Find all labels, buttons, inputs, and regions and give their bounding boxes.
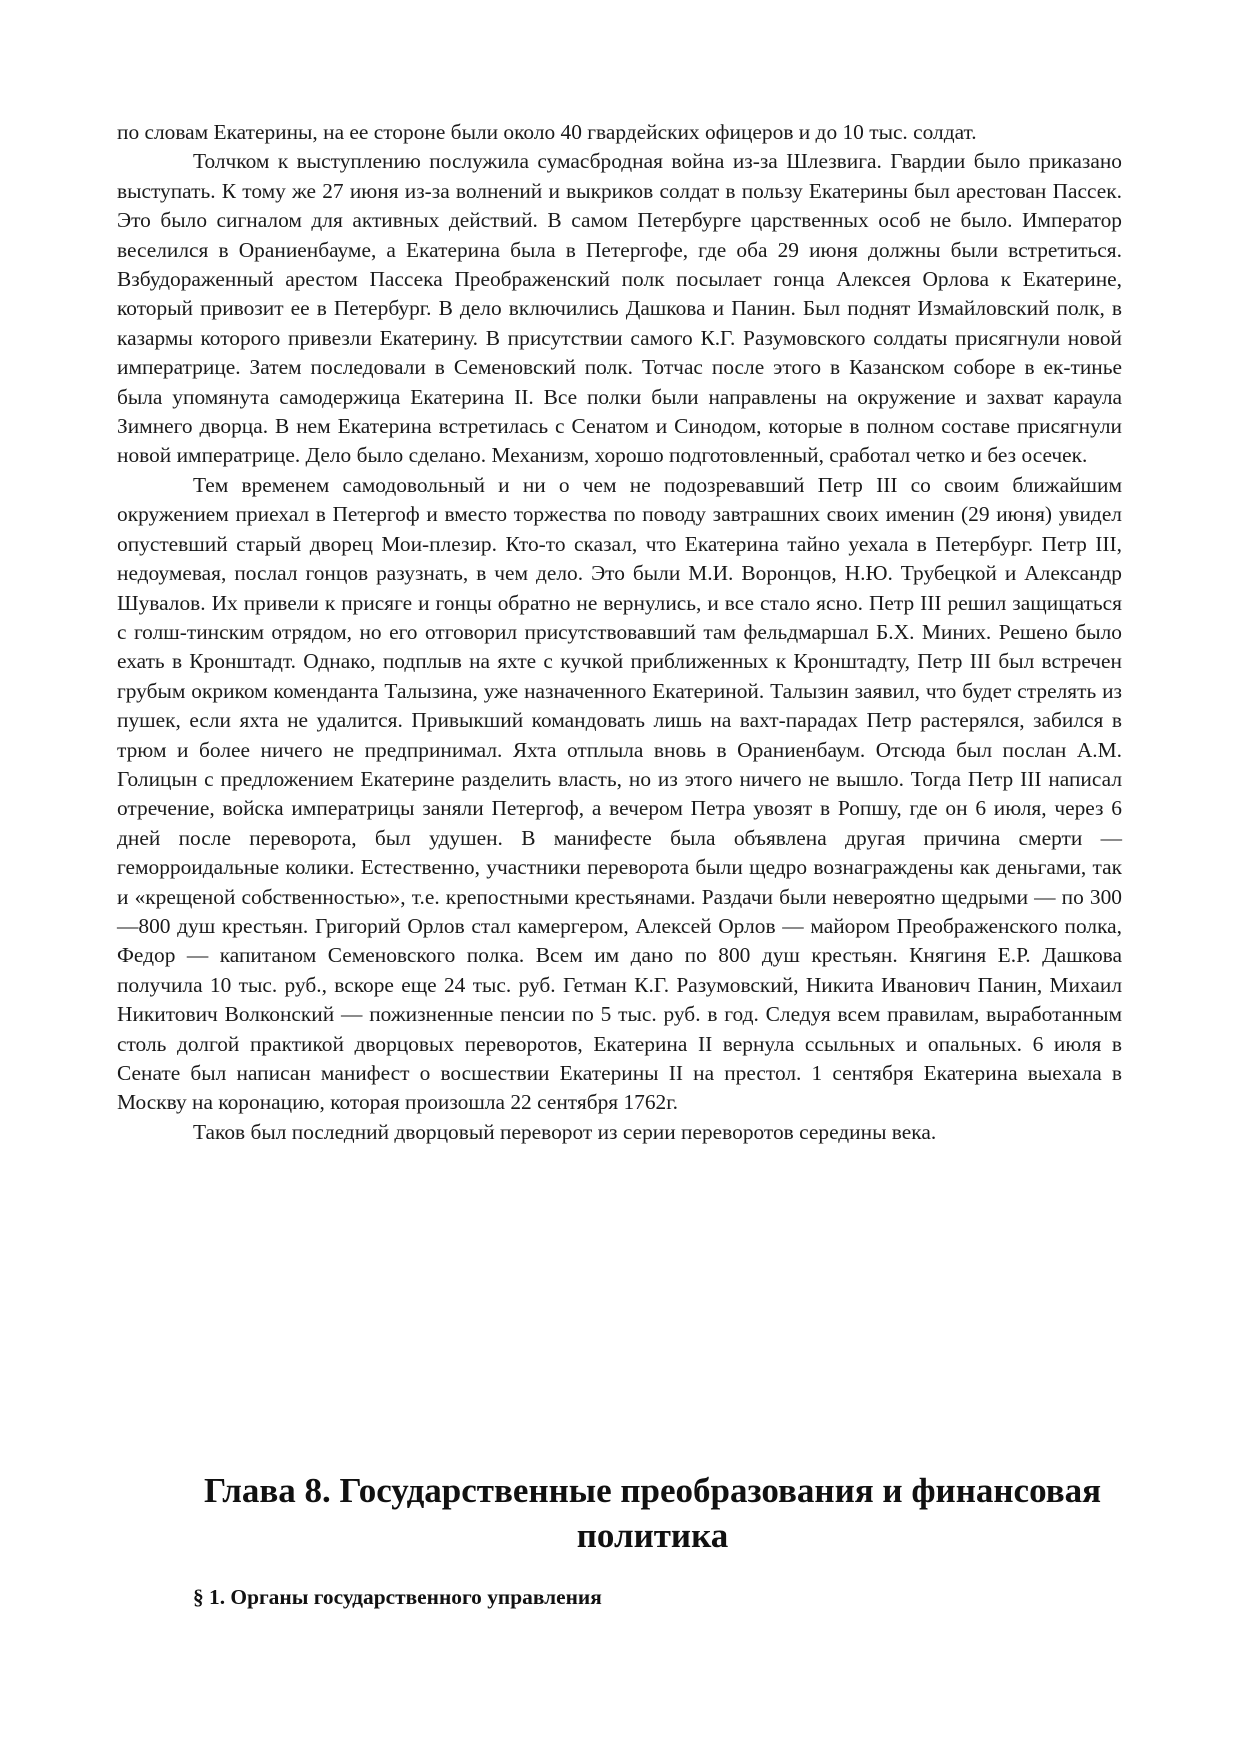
section-title: § 1. Органы государственного управления [193,1585,602,1609]
paragraph-conclusion: Таков был последний дворцовый переворот из серии переворотов середины века. [193,1119,937,1144]
paragraph-peter-iii: Тем временем самодовольный и ни о чем не подозревавший Петр III со своим ближайшим окружением приехал в Петергоф и вместо торжества по поводу завтрашних своих именин (29 июня) увидел опустевший старый дворец Мои-плезир. Кто-то сказал, что Екатерина тайно уехала в Петербург. Петр III, недоумевая, послал гонцов разузнать, в чем дело. Это были М.И. Воронцов, Н.Ю. Трубецкой и Александр Шувалов. Их привели к присяге и гонцы обратно не вернулись, и все стало ясно. Петр III решил защищаться с голш-тинским отрядом, но его отговорил присутствовавший там фельдмаршал Б.Х. Миних. Решено было ехать в Кронштадт. Однако, подплыв на яхте с кучкой приближенных к Кронштадту, Петр III был встречен грубым окриком коменданта Талызина, уже назначенного Екатериной. Талызин заявил, что будет стрелять из пушек, если яхта не удалится. Привыкший командовать лишь на вахт-парадах Петр растерялся, забился в трюм и более ничего не предпринимал. Яхта отплыла вновь в Ораниенбаум. Отсюда был послан А.М. Голицын с предложением Екатерине разделить власть, но из этого ничего не вышло. Тогда Петр III написал отречение, войска императрицы заняли Петергоф, а вечером Петра увозят в Ропшу, где он 6 июля, через 6 дней после переворота, был удушен. В манифесте была объявлена другая причина смерти — геморроидальные колики. Естественно, участники переворота были щедро вознаграждены как деньгами, так и «крещеной собственностью», т.е. крепостными крестьянами. Раздачи были невероятно щедрыми — по 300—800 душ крестьян. Григорий Орлов стал камергером, Алексей Орлов — майором Преображенского полка, Федор — капитаном Семеновского полка. Всем им дано по 800 душ крестьян. Княгиня Е.Р. Дашкова получила 10 тыс. руб., вскоре еще 24 тыс. руб. Гетман К.Г. Разумовский, Никита Иванович Панин, Михаил Никитович Волконский — пожизненные пенсии по 5 тыс. руб. в год. Следуя всем правилам, выработанным столь долгой практикой дворцовых переворотов, Екатерина II вернула ссыльных и опальных. 6 июля в Сенате был написан манифест о восшествии Екатерины II на престол. 1 сентября Екатерина выехала в Москву на коронацию, которая произошла 22 сентября 1762г. [117,472,1122,1115]
paragraph-continuation: по словам Екатерины, на ее стороне были около 40 гвардейских офицеров и до 10 тыс. солдат. [117,120,977,144]
chapter-title: Глава 8. Государственные преобразования и финансовая политика [203,1471,1102,1555]
document-page [117,118,1122,1147]
paragraph-uprising: Толчком к выступлению послужила сумасбродная война из-за Шлезвига. Гвардии было приказано выступать. К тому же 27 июня из-за волнений и выкриков солдат в пользу Екатерины был арестован Пассек. Это было сигналом для активных действий. В самом Петербурге царственных особ не было. Император веселился в Ораниенбауме, а Екатерина была в Петергофе, где оба 29 июня должны были встретиться. Взбудораженный арестом Пассека Преображенский полк посылает гонца Алексея Орлова к Екатерине, который привозит ее в Петербург. В дело включились Дашкова и Панин. Был поднят Измайловский полк, в казармы которого привезли Екатерину. В присутствии самого К.Г. Разумовского солдаты присягнули новой императрице. Затем последовали в Семеновский полк. Тотчас после этого в Казанском соборе в ек-тинье была упомянута самодержица Екатерина II. Все полки были направлены на окружение и захват караула Зимнего дворца. В нем Екатерина встретилась с Сенатом и Синодом, которые в полном составе присягнули новой императрице. Дело было сделано. Механизм, хорошо подготовленный, сработал четко и без осечек. [117,149,1122,468]
